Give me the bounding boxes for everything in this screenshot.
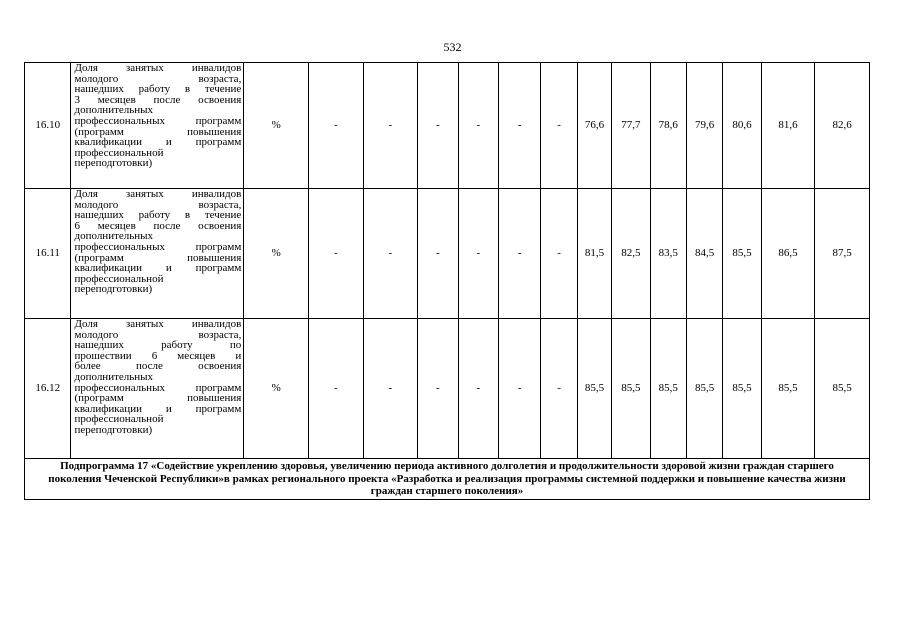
description-line: молодого возраста,	[74, 72, 242, 85]
target-value: 85,5	[686, 319, 722, 459]
target-value: 80,6	[723, 63, 761, 189]
description-line: молодого возраста,	[74, 328, 242, 341]
description-line: переподготовки)	[74, 423, 153, 436]
row-code: 16.12	[25, 319, 71, 459]
target-value: 85,5	[723, 319, 761, 459]
target-value: 83,5	[650, 189, 686, 319]
description-line: профессиональных программ	[74, 240, 242, 253]
target-value: 81,6	[761, 63, 815, 189]
description-line: нашедших работу в течение	[74, 83, 242, 96]
target-value: 87,5	[815, 189, 870, 319]
empty-value-dash: -	[458, 189, 498, 319]
row-unit: %	[244, 63, 309, 189]
row-unit: %	[244, 189, 309, 319]
target-value: 79,6	[686, 63, 722, 189]
empty-value-dash: -	[541, 189, 577, 319]
table-row	[25, 189, 870, 319]
row-code: 16.10	[25, 63, 71, 189]
subprogram-row	[25, 459, 870, 500]
description-line: Доля занятых инвалидов	[74, 62, 242, 74]
description-line: дополнительных	[74, 104, 154, 117]
row-description	[71, 189, 244, 319]
empty-value-dash: -	[309, 319, 364, 459]
table-body	[25, 63, 870, 500]
description-line: (программ повышения	[74, 125, 242, 138]
empty-value-dash: -	[458, 63, 498, 189]
target-value: 82,6	[815, 63, 870, 189]
description-line: профессиональной	[74, 272, 164, 285]
empty-value-dash: -	[541, 63, 577, 189]
description-line: молодого возраста,	[74, 198, 242, 211]
empty-value-dash: -	[363, 63, 418, 189]
description-line: профессиональной	[74, 146, 164, 159]
empty-value-dash: -	[541, 319, 577, 459]
row-description	[71, 319, 244, 459]
empty-value-dash: -	[363, 189, 418, 319]
description-line: нашедших работу в течение	[74, 209, 242, 222]
description-line: Доля занятых инвалидов	[74, 188, 242, 200]
target-value: 85,5	[612, 319, 650, 459]
description-line: прошествии 6 месяцев и	[74, 349, 242, 362]
description-line: квалификации и программ	[74, 136, 242, 149]
description-line: (программ повышения	[74, 392, 242, 405]
target-value: 77,7	[612, 63, 650, 189]
target-value: 82,5	[612, 189, 650, 319]
subprogram-heading: Подпрограмма 17 «Содействие укреплению здоровья, увеличению периода активного долголетия и продолжительности здоровой жизни граждан старшего поколения Чеченской Республики»в рамках регионального проекта «Разработка и реализация программы системной поддержки и повышение качества жизни граждан старшего поколения»	[25, 459, 870, 500]
empty-value-dash: -	[418, 319, 458, 459]
description-line: (программ повышения	[74, 251, 242, 264]
target-value: 85,5	[815, 319, 870, 459]
empty-value-dash: -	[499, 63, 541, 189]
description-line: переподготовки)	[74, 283, 153, 296]
target-value: 78,6	[650, 63, 686, 189]
row-unit: %	[244, 319, 309, 459]
target-value: 86,5	[761, 189, 815, 319]
description-line: 3 месяцев после освоения	[74, 93, 242, 106]
target-value: 85,5	[577, 319, 611, 459]
description-line: дополнительных	[74, 370, 154, 383]
target-value: 84,5	[686, 189, 722, 319]
description-line: квалификации и программ	[74, 402, 242, 415]
page-number: 532	[443, 40, 462, 54]
description-line: переподготовки)	[74, 157, 153, 170]
description-line: нашедших работу по	[74, 339, 242, 352]
description-line: более после освоения	[74, 360, 242, 373]
description-line: профессиональной	[74, 413, 164, 426]
description-line: профессиональных программ	[74, 114, 242, 127]
empty-value-dash: -	[499, 189, 541, 319]
description-line: профессиональных программ	[74, 381, 242, 394]
target-value: 76,6	[577, 63, 611, 189]
description-line: Доля занятых инвалидов	[74, 318, 242, 330]
description-line: дополнительных	[74, 230, 154, 243]
target-value: 85,5	[723, 189, 761, 319]
description-line: 6 месяцев после освоения	[74, 219, 242, 232]
row-description	[71, 63, 244, 189]
empty-value-dash: -	[363, 319, 418, 459]
table-row	[25, 319, 870, 459]
empty-value-dash: -	[499, 319, 541, 459]
indicators-table	[24, 62, 870, 500]
target-value: 81,5	[577, 189, 611, 319]
empty-value-dash: -	[309, 189, 364, 319]
row-code: 16.11	[25, 189, 71, 319]
target-value: 85,5	[650, 319, 686, 459]
table-row	[25, 63, 870, 189]
target-value: 85,5	[761, 319, 815, 459]
description-line: квалификации и программ	[74, 262, 242, 275]
empty-value-dash: -	[418, 63, 458, 189]
empty-value-dash: -	[458, 319, 498, 459]
empty-value-dash: -	[418, 189, 458, 319]
empty-value-dash: -	[309, 63, 364, 189]
